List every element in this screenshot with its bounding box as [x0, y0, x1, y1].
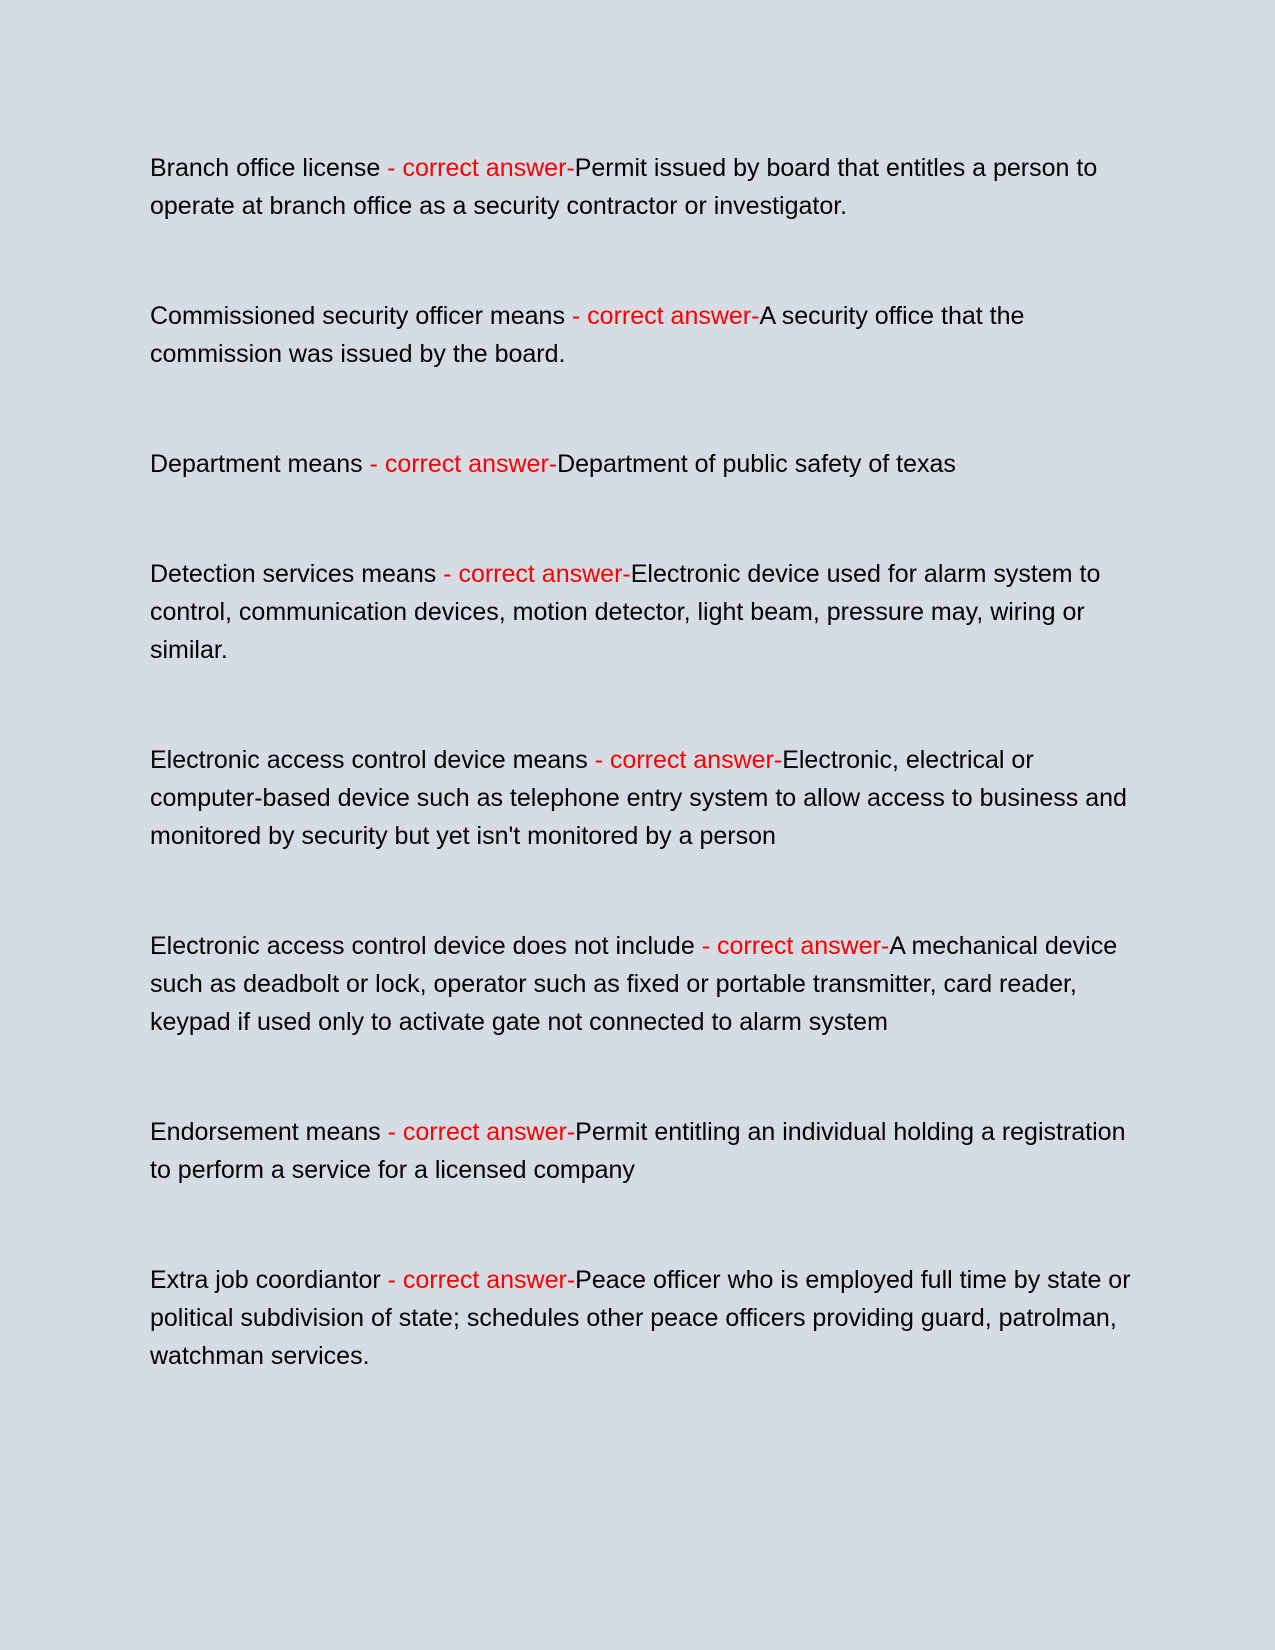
entry-marker: - correct answer-: [694, 932, 890, 960]
entry-term: Electronic access control device means: [150, 746, 588, 774]
entry-term: Commissioned security officer means: [150, 302, 565, 330]
entry-marker: - correct answer-: [380, 1266, 576, 1294]
entry-marker: - correct answer-: [436, 560, 631, 588]
entry-term: Branch office license: [150, 154, 381, 182]
entry-marker: - correct answer-: [564, 302, 760, 330]
entry-marker: - correct answer-: [380, 154, 575, 182]
entry-extra-job-coordinator: [150, 1261, 1135, 1375]
entry-endorsement: [150, 1113, 1135, 1189]
entry-marker: - correct answer-: [380, 1118, 576, 1146]
entry-electronic-access-control-device: [150, 741, 1135, 855]
entry-answer: Peace officer who is employed full time by state or political subdivision of state; schedules other peace officers providing guard, patrolman, watchman services.: [150, 1266, 1131, 1370]
entry-answer: Permit entitling an individual holding a registration to perform a service for a licensed company: [150, 1118, 1126, 1184]
entry-answer: Electronic device used for alarm system to control, communication devices, motion detector, light beam, pressure may, wiring or similar.: [150, 560, 1101, 664]
entry-term: Extra job coordiantor: [150, 1266, 381, 1294]
entry-term: Department means: [150, 450, 363, 478]
entry-term: Detection services means: [150, 560, 437, 588]
entry-department: [150, 445, 1135, 483]
entry-answer: Department of public safety of texas: [557, 450, 956, 478]
entry-detection-services: [150, 555, 1135, 669]
entry-term: Endorsement means: [150, 1118, 381, 1146]
entry-electronic-access-control-exclusions: [150, 927, 1135, 1041]
document-page: [150, 149, 1135, 1447]
entry-commissioned-security-officer: [150, 297, 1135, 373]
entry-answer: A security office that the commission was issued by the board.: [150, 302, 1025, 368]
entry-answer: Permit issued by board that entitles a person to operate at branch office as a security contractor or investigator.: [150, 154, 1098, 220]
entry-term: Electronic access control device does not include: [150, 932, 695, 960]
entry-answer: A mechanical device such as deadbolt or lock, operator such as fixed or portable transmitter, card reader, keypad if used only to activate gate not connected to alarm system: [150, 932, 1118, 1036]
entry-answer: Electronic, electrical or computer-based device such as telephone entry system to allow access to business and monitored by security but yet isn't monitored by a person: [150, 746, 1127, 850]
entry-marker: - correct answer-: [362, 450, 558, 478]
entry-branch-office-license: [150, 149, 1135, 225]
entry-marker: - correct answer-: [587, 746, 783, 774]
